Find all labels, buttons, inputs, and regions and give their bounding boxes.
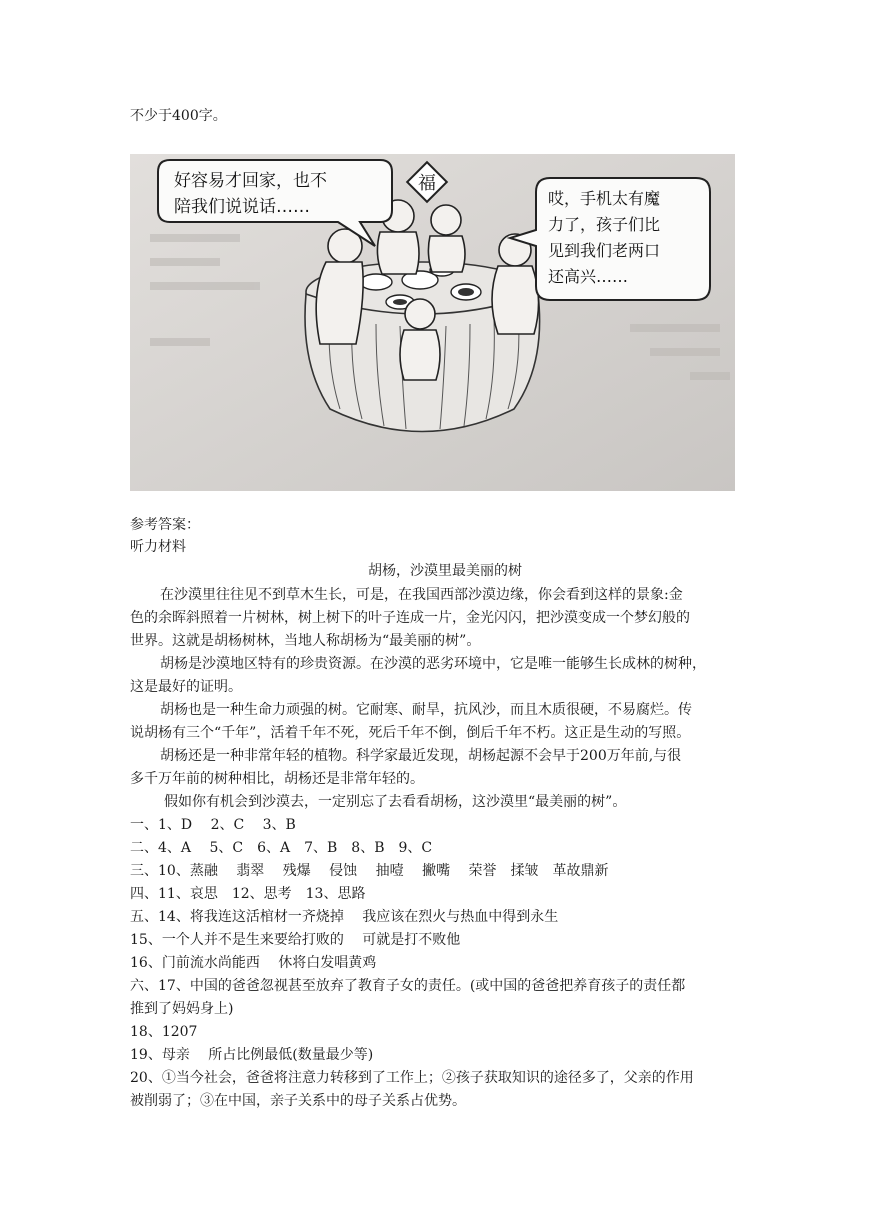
article-line: 说胡杨有三个“千年”，活着千年不死，死后千年不倒，倒后千年不朽。这正是生动的写照。 [130, 725, 691, 741]
article-line: 色的余晖斜照着一片树林，树上树下的叶子连成一片，金光闪闪，把沙漠变成一个梦幻般的 [130, 610, 690, 626]
right-bubble-line-3: 见到我们老两口 [548, 241, 661, 260]
article-title: 胡杨，沙漠里最美丽的树 [368, 563, 522, 579]
article-line: 世界。这就是胡杨树林，当地人称胡杨为“最美丽的树”。 [130, 633, 481, 649]
answer-line: 19、母亲 所占比例最低(数量最少等) [130, 1047, 374, 1063]
answer-line: 六、17、中国的爸爸忽视甚至放弃了教育子女的责任。(或中国的爸爸把养育孩子的责任都 [130, 978, 686, 994]
answer-line: 一、1、D 2、C 3、B [130, 817, 296, 833]
answers-heading: 参考答案： [130, 517, 200, 533]
right-bubble-line-4: 还高兴…… [548, 267, 629, 286]
article-line: 假如你有机会到沙漠去，一定别忘了去看看胡杨，这沙漠里“最美丽的树”。 [164, 794, 627, 810]
article-line: 胡杨还是一种非常年轻的植物。科学家最近发现，胡杨起源不会早于200万年前,与很 [160, 748, 682, 764]
cartoon-photo [130, 154, 735, 491]
intro-text: 不少于400字。 [130, 108, 227, 124]
answer-line: 被削弱了；③在中国，亲子关系中的母子关系占优势。 [130, 1093, 466, 1109]
answer-line: 18、1207 [130, 1024, 198, 1040]
right-bubble-line-2: 力了，孩子们比 [548, 215, 661, 234]
article-line: 胡杨是沙漠地区特有的珍贵资源。在沙漠的恶劣环境中，它是唯一能够生长成林的树种， [160, 656, 706, 672]
answer-line: 20、①当今社会，爸爸将注意力转移到了工作上；②孩子获取知识的途径多了，父亲的作用 [130, 1070, 694, 1086]
answer-line: 16、门前流水尚能西 休将白发唱黄鸡 [130, 955, 377, 971]
right-speech-bubble [510, 178, 710, 300]
article-line: 胡杨也是一种生命力顽强的树。它耐寒、耐旱，抗风沙，而且木质很硬，不易腐烂。传 [160, 702, 692, 718]
article-line: 多千万年前的树种相比，胡杨还是非常年轻的。 [130, 771, 424, 787]
answer-line: 15、一个人并不是生来要给打败的 可就是打不败他 [130, 932, 461, 948]
fu-sign-text: 福 [418, 173, 436, 194]
left-bubble-line-1: 好容易才回家，也不 [174, 171, 327, 191]
article-line: 这是最好的证明。 [130, 679, 242, 695]
answer-line: 推到了妈妈身上) [130, 1001, 234, 1017]
right-bubble-line-1: 哎，手机太有魔 [548, 189, 661, 208]
listening-heading: 听力材料 [130, 539, 186, 555]
left-bubble-line-2: 陪我们说说话…… [174, 197, 310, 217]
answer-line: 三、10、蒸融 翡翠 残爆 侵蚀 抽噎 撇嘴 荣誉 揉皱 革故鼎新 [130, 863, 609, 879]
answer-line: 四、11、哀思 12、思考 13、思路 [130, 886, 366, 902]
answer-line: 五、14、将我连这活棺材一齐烧掉 我应该在烈火与热血中得到永生 [130, 909, 559, 925]
article-line: 在沙漠里往往见不到草木生长，可是，在我国西部沙漠边缘，你会看到这样的景象:金 [160, 587, 683, 603]
answer-line: 二、4、A 5、C 6、A 7、B 8、B 9、C [130, 840, 433, 856]
